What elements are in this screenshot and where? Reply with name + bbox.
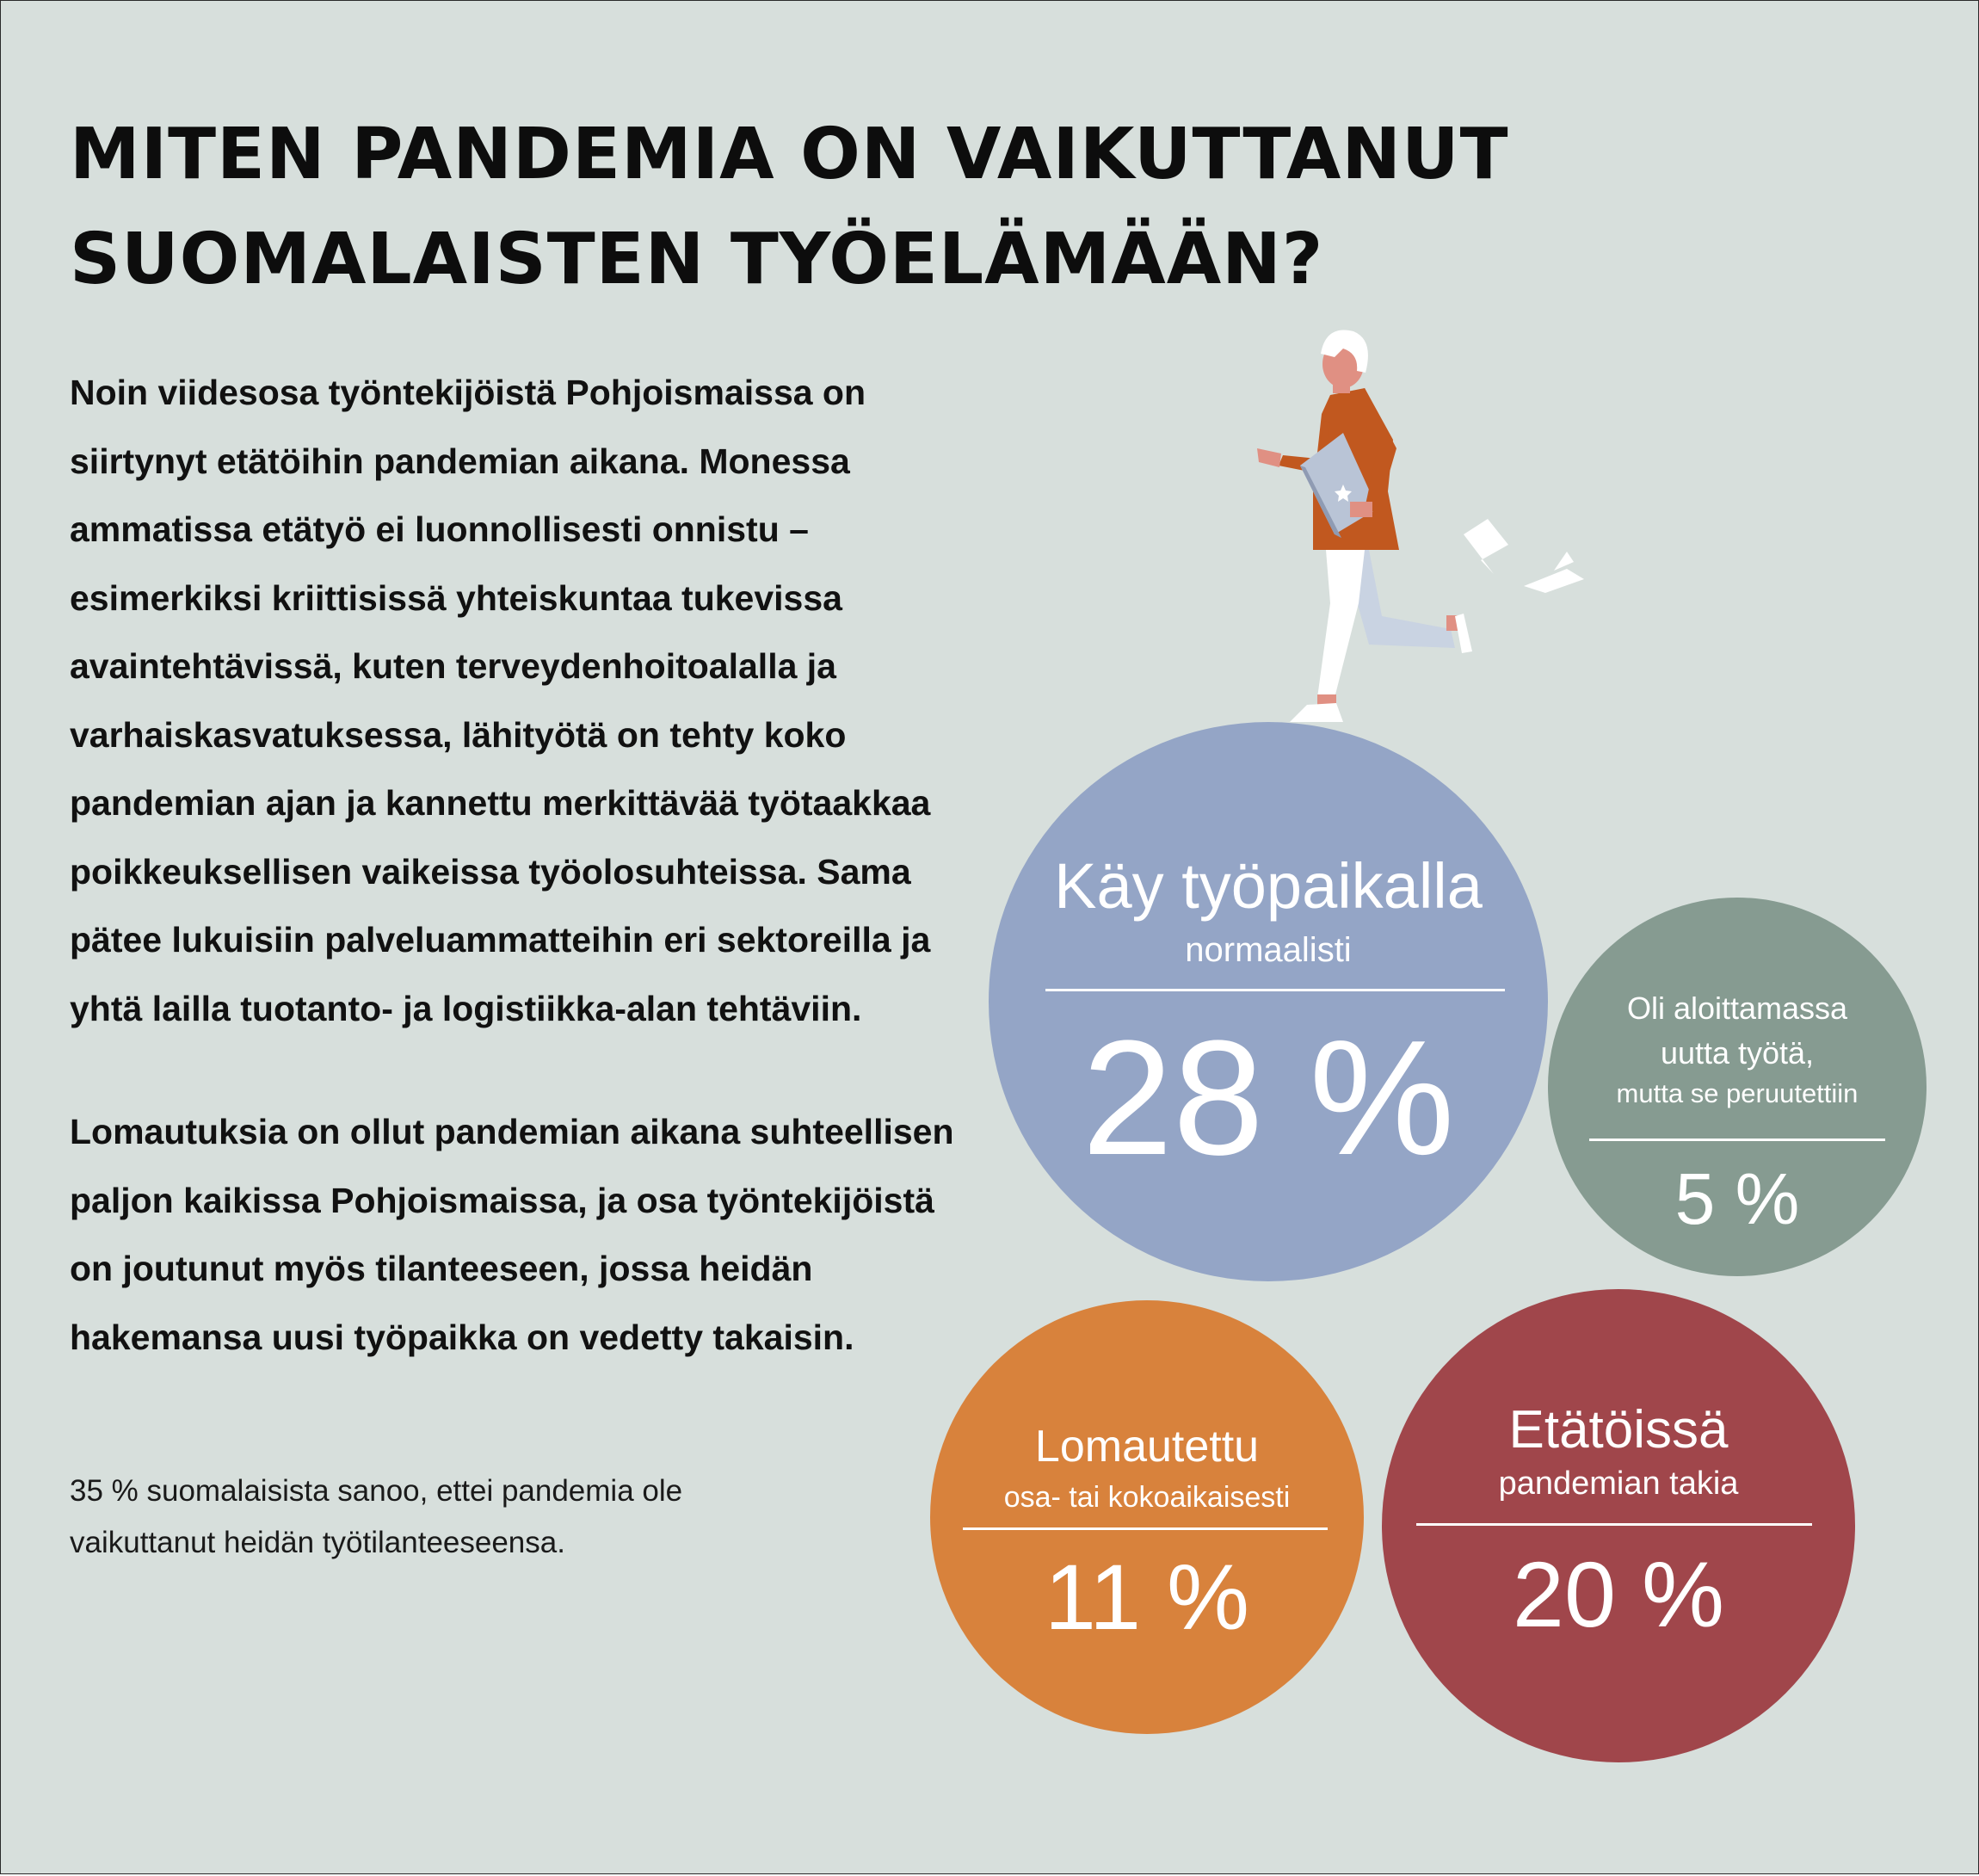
page-title xyxy=(70,102,1705,312)
bubble-new-job-cancelled xyxy=(1548,898,1927,1276)
paragraph-line: paljon kaikissa Pohjoismaissa, ja osa työntekijöistä xyxy=(70,1180,934,1220)
paragraph-line: varhaiskasvatuksessa, lähityötä on tehty koko xyxy=(70,714,847,755)
paragraph-line: Noin viidesosa työntekijöistä Pohjoismaissa on xyxy=(70,373,866,412)
percent-value: 5 % xyxy=(1674,1158,1800,1239)
footnote-line: 35 % suomalaisista sanoo, ettei pandemia ole xyxy=(70,1474,683,1508)
paragraph-line: ammatissa etätyö ei luonnollisesti onnistu – xyxy=(70,509,809,549)
footnote xyxy=(70,1466,682,1569)
paper-icon xyxy=(1554,552,1574,571)
paragraph-line: yhtä lailla tuotanto- ja logistiikka-alan tehtäviin. xyxy=(70,988,862,1028)
bubble-sublabel: pandemian takia xyxy=(1498,1466,1739,1502)
bubble-label: Lomautettu xyxy=(1034,1422,1260,1472)
percent-value: 20 % xyxy=(1512,1542,1725,1646)
paper-icon xyxy=(1524,569,1584,593)
paper-icon xyxy=(1464,519,1508,574)
front-leg-icon xyxy=(1317,550,1365,698)
paragraph-line: esimerkiksi kriittisissä yhteiskuntaa tukevissa xyxy=(70,577,842,618)
title-line-1: MITEN PANDEMIA ON VAIKUTTANUT xyxy=(70,114,1509,195)
running-person-with-laptop-icon xyxy=(1205,319,1601,732)
bubble-label: Etätöissä xyxy=(1508,1400,1729,1459)
paragraph-line: siirtynyt etätöihin pandemian aikana. Monessa xyxy=(70,441,850,481)
paragraph-line: pätee lukuisiin palveluammatteihin eri sektoreilla ja xyxy=(70,920,931,960)
footnote-line: vaikuttanut heidän työtilanteeseensa. xyxy=(70,1526,565,1559)
bubble-label: Käy työpaikalla xyxy=(1054,850,1483,922)
layoffs-paragraph xyxy=(70,1098,965,1372)
title-line-2: SUOMALAISTEN TYÖELÄMÄÄN? xyxy=(70,219,1324,300)
bubble-sublabel: normaalisti xyxy=(1185,931,1352,969)
shoe-icon xyxy=(1290,703,1343,722)
divider xyxy=(963,1527,1328,1530)
intro-paragraph xyxy=(70,359,965,1043)
divider xyxy=(1416,1523,1812,1526)
percent-value: 11 % xyxy=(1044,1545,1250,1649)
paragraph-line: poikkeuksellisen vaikeissa työolosuhteissa. Sama xyxy=(70,851,911,892)
bubble-laid-off xyxy=(930,1300,1364,1734)
paragraph-line: Lomautuksia on ollut pandemian aikana suhteellisen xyxy=(70,1112,954,1151)
bubble-label: Oli aloittamassa xyxy=(1626,990,1848,1026)
divider xyxy=(1045,989,1505,991)
percent-value: 28 % xyxy=(1082,1007,1455,1189)
bubble-sublabel: mutta se peruutettiin xyxy=(1616,1078,1859,1108)
paragraph-line: avaintehtävissä, kuten terveydenhoitoalalla ja xyxy=(70,646,836,686)
divider xyxy=(1589,1139,1885,1141)
bubble-label: uutta työtä, xyxy=(1660,1035,1815,1071)
hand-icon xyxy=(1257,448,1281,467)
paragraph-line: hakemansa uusi työpaikka on vedetty takaisin. xyxy=(70,1317,854,1357)
bubble-remote-work xyxy=(1382,1289,1855,1762)
bubble-workplace xyxy=(989,722,1548,1281)
bubble-sublabel: osa- tai kokoaikaisesti xyxy=(1003,1481,1291,1514)
paragraph-line: on joutunut myös tilanteeseen, jossa heidän xyxy=(70,1249,813,1288)
paragraph-line: pandemian ajan ja kannettu merkittävää työtaakkaa xyxy=(70,783,931,823)
